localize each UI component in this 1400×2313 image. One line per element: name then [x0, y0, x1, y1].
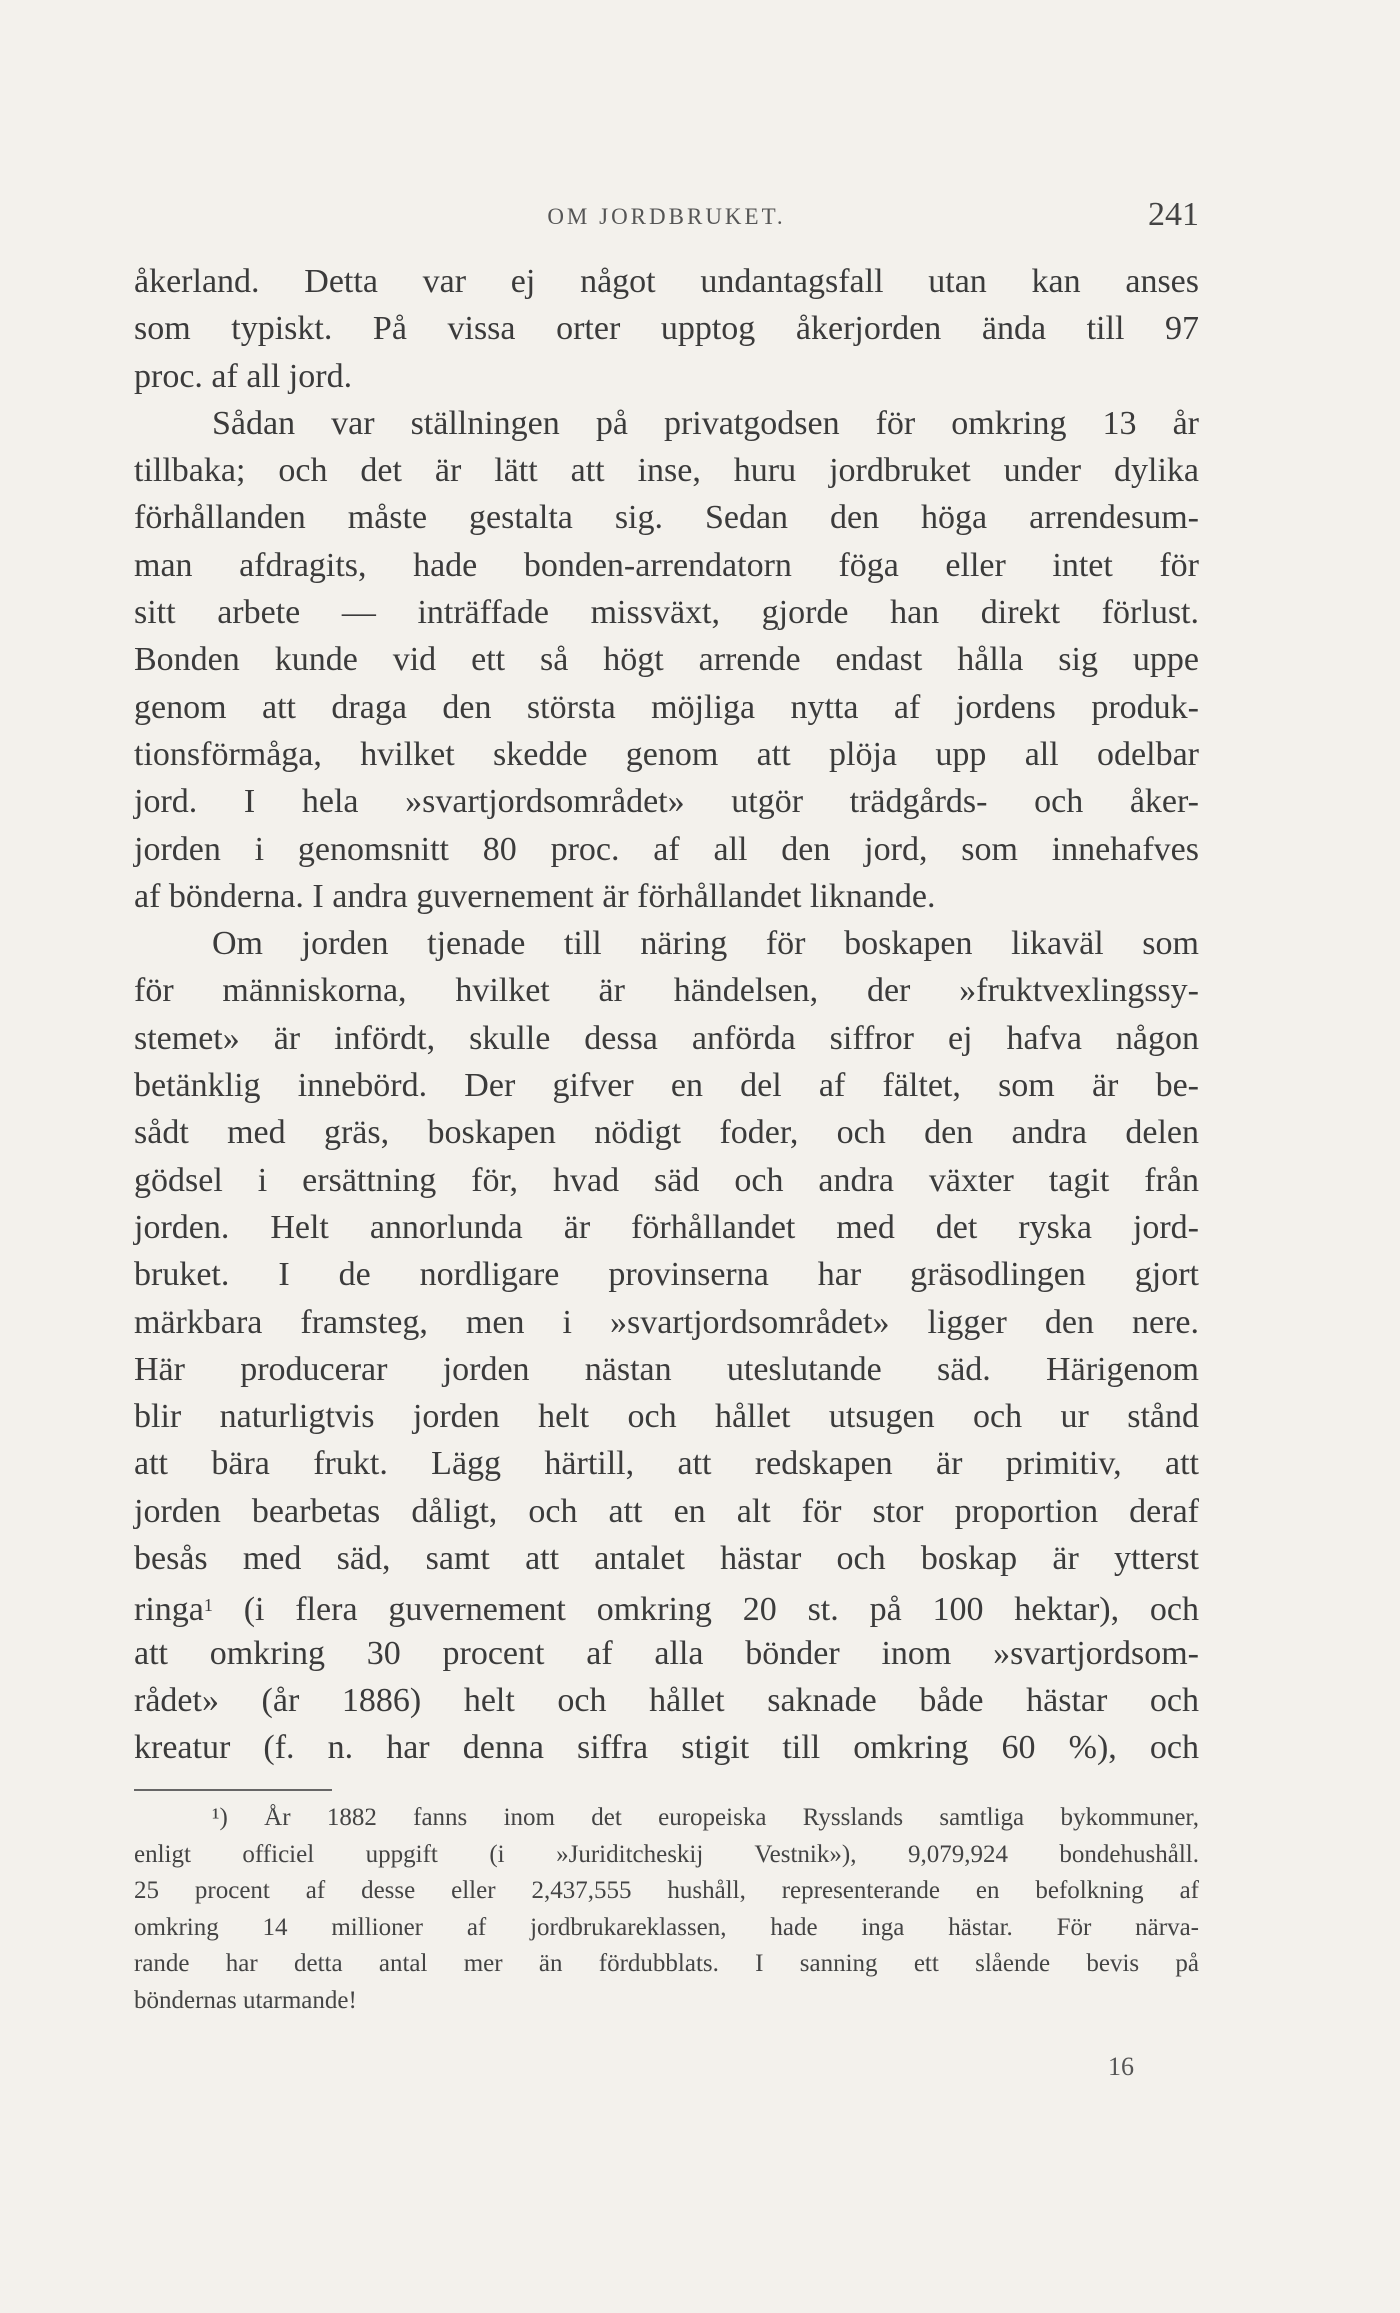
body-line: blir naturligtvis jorden helt och hållet utsugen och ur stånd — [134, 1398, 1199, 1436]
body-line: jorden i genomsnitt 80 proc. af all den jord, som innehafves — [134, 830, 1199, 868]
body-line: att omkring 30 procent af alla bönder inom »svartjordsom- — [134, 1634, 1199, 1672]
body-line: Här producerar jorden nästan uteslutande säd. Härigenom — [134, 1350, 1199, 1388]
body-line: förhållanden måste gestalta sig. Sedan den höga arrendesum- — [134, 499, 1199, 537]
body-line: Bonden kunde vid ett så högt arrende endast hålla sig uppe — [134, 641, 1199, 679]
body-line: genom att draga den största möjliga nytta af jordens produk- — [134, 688, 1199, 726]
body-line: besås med säd, samt att antalet hästar och boskap är ytterst — [134, 1540, 1199, 1578]
body-line-rest: (i flera guvernement omkring 20 st. på 100 hektar), och — [243, 1591, 1200, 1629]
body-line: jord. I hela »svartjordsområdet» utgör trädgårds- och åker- — [134, 783, 1199, 821]
body-line: att bära frukt. Lägg härtill, att redskapen är primitiv, att — [134, 1445, 1199, 1483]
body-line: proc. af all jord. — [134, 357, 353, 395]
body-line: betänklig innebörd. Der gifver en del af fältet, som är be- — [134, 1067, 1199, 1105]
body-line: af bönderna. I andra guvernement är förhållandet liknande. — [134, 877, 936, 915]
body-line: för människorna, hvilket är händelsen, der »fruktvexlingssy- — [134, 972, 1199, 1010]
footnote-text: År 1882 fanns inom det europeiska Rysslands samtliga bykommuner, — [264, 1804, 1200, 1831]
footnote-line: rande har detta antal mer än fördubblats. I sanning ett slående bevis på — [134, 1950, 1199, 1978]
footnote-line: enligt officiel uppgift (i »Juriditcheskij Vestnik»), 9,079,924 bondehushåll. — [134, 1840, 1199, 1868]
body-line: man afdragits, hade bonden-arrendatorn föga eller intet för — [134, 546, 1199, 584]
body-line: bruket. I de nordligare provinserna har gräsodlingen gjort — [134, 1256, 1199, 1294]
body-line-with-footnote — [134, 1582, 1199, 1629]
footnote-line — [134, 1800, 1199, 1837]
signature-mark: 16 — [1108, 2052, 1134, 2081]
page-header — [134, 196, 1199, 236]
body-line: gödsel i ersättning för, hvad säd och andra växter tagit från — [134, 1161, 1199, 1199]
body-line: åkerland. Detta var ej något undantagsfall utan kan anses — [134, 263, 1199, 300]
body-line: som typiskt. På vissa orter upptog åkerjorden ända till 97 — [134, 310, 1199, 348]
footnote-line: 25 procent af desse eller 2,437,555 hushåll, representerande en befolkning af — [134, 1877, 1199, 1905]
body-line: Om jorden tjenade till näring för boskapen likaväl som — [212, 925, 1199, 963]
body-line: tillbaka; och det är lätt att inse, huru jordbruket under dylika — [134, 452, 1199, 490]
body-text — [134, 258, 1199, 1772]
footnote-reference: 1 — [203, 1595, 213, 1616]
page-number: 241 — [1148, 196, 1199, 233]
footnote-prefix-word: ringa — [134, 1591, 204, 1629]
body-line: tionsförmåga, hvilket skedde genom att plöja upp all odelbar — [134, 735, 1199, 773]
body-line: sådt med gräs, boskapen nödigt foder, och den andra delen — [134, 1114, 1199, 1152]
body-line: stemet» är infördt, skulle dessa anförda siffror ej hafva någon — [134, 1019, 1199, 1057]
footnote-divider — [134, 1789, 332, 1791]
body-line: rådet» (år 1886) helt och hållet saknade både hästar och — [134, 1681, 1199, 1719]
body-line: sitt arbete — inträffade missväxt, gjorde han direkt förlust. — [134, 594, 1199, 632]
footnotes — [134, 1800, 1199, 2020]
footnote-line: böndernas utarmande! — [134, 1986, 357, 2014]
body-line: Sådan var ställningen på privatgodsen för omkring 13 år — [212, 404, 1199, 442]
footnote-marker: ¹) — [212, 1804, 228, 1831]
body-line: märkbara framsteg, men i »svartjordsområdet» ligger den nere. — [134, 1303, 1199, 1341]
footnote-line: omkring 14 millioner af jordbrukareklassen, hade inga hästar. För närva- — [134, 1913, 1199, 1941]
body-line: jorden bearbetas dåligt, och att en alt för stor proportion deraf — [134, 1492, 1199, 1530]
body-line: kreatur (f. n. har denna siffra stigit till omkring 60 %), och — [134, 1729, 1199, 1767]
running-title: OM JORDBRUKET. — [547, 204, 786, 229]
body-line: jorden. Helt annorlunda är förhållandet med det ryska jord- — [134, 1208, 1199, 1246]
